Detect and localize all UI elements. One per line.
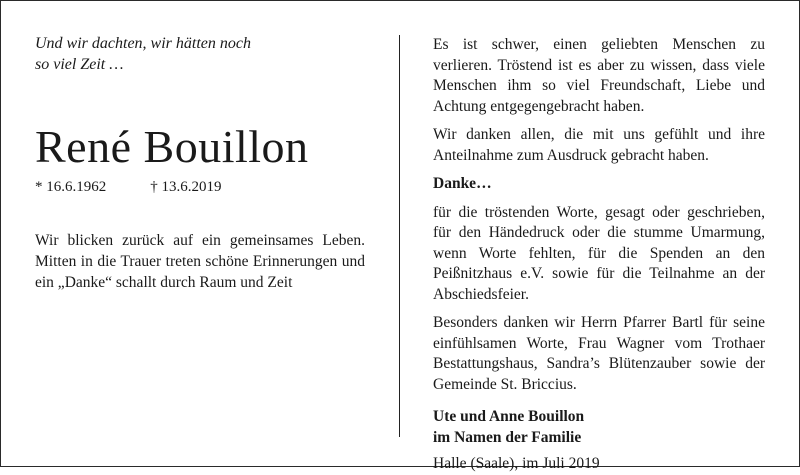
paragraph-special-thanks: Besonders danken wir Herrn Pfarrer Bartl für seine einfühlsamen Worte, Frau Wagner vom Trothaer Bestattungshaus, Sandra’s Blütenzauber sowie der Gemeinde St. Briccius. (433, 314, 765, 393)
death-date: † 13.6.2019 (150, 179, 222, 195)
paragraph-thanks-all: Wir danken allen, die mit uns gefühlt und ihre Anteilnahme zum Ausdruck gebracht haben. (433, 126, 765, 164)
left-column (35, 33, 365, 291)
signature-family: im Namen der Familie (433, 428, 582, 446)
danke-section (433, 174, 765, 305)
column-divider (399, 35, 400, 437)
signature-names: Ute und Anne Bouillon (433, 408, 585, 425)
motto-line-1: Und wir dachten, wir hätten noch (35, 35, 251, 52)
intro-text: Wir blicken zurück auf ein gemeinsames Leben. Mitten in die Trauer treten schöne Erinnerungen und ein „Danke“ schallt durch Raum und Zeit (35, 232, 365, 291)
motto-line-2: so viel Zeit … (35, 56, 124, 73)
deceased-name: René Bouillon (35, 121, 309, 172)
paragraph-loss: Es ist schwer, einen geliebten Menschen zu verlieren. Tröstend ist es aber zu wissen, dass viele Menschen ihm so viel Freundschaft, Liebe und Achtung entgegengebracht haben. (433, 36, 765, 115)
danke-text: für die tröstenden Worte, gesagt oder geschrieben, für den Händedruck oder die stumme Umarmung, wenn Worte fehlten, für die Spenden an den Peißnitzhaus e.V. sowie für die Teilnahme an der Abschiedsfeier. (433, 203, 765, 303)
birth-date: * 16.6.1962 (35, 179, 107, 195)
life-dates (35, 177, 222, 197)
motto (35, 33, 365, 75)
right-column (433, 35, 765, 475)
place-date: Halle (Saale), im Juli 2019 (433, 455, 600, 472)
signature-block (433, 407, 765, 475)
danke-heading: Danke… (433, 175, 492, 192)
